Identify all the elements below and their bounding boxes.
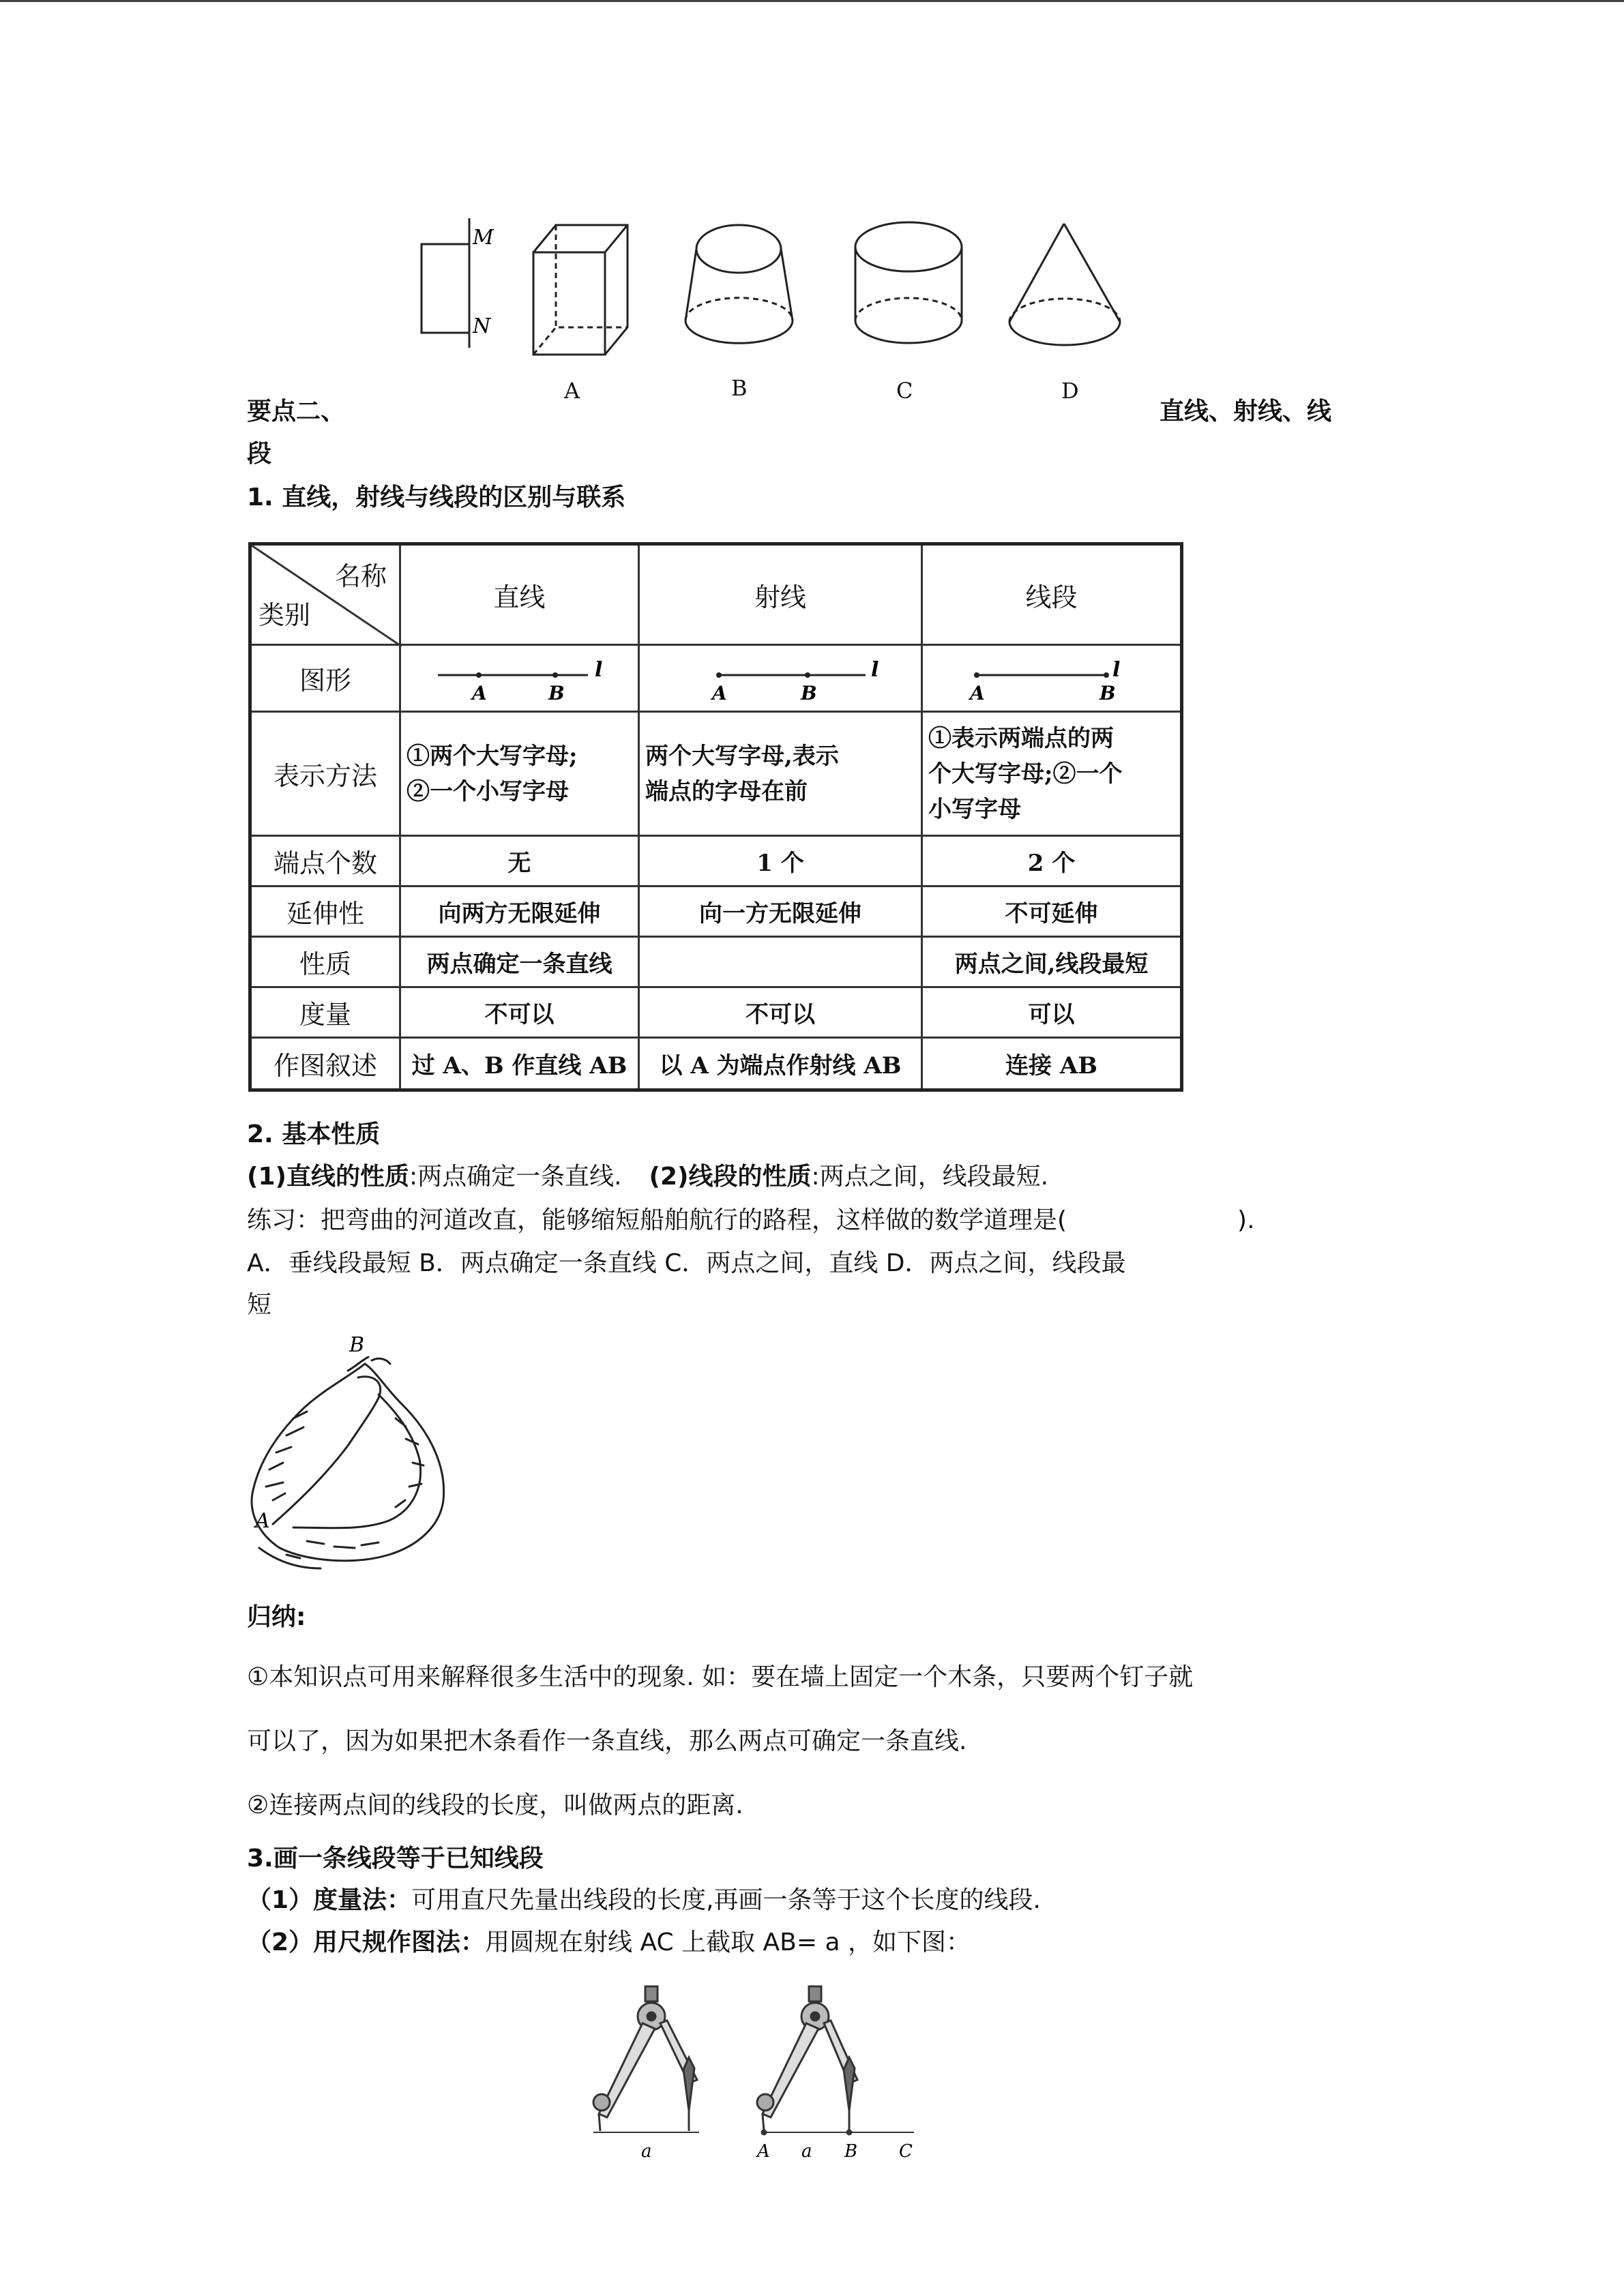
method-1: （1）度量法：可用直尺先量出线段的长度,再画一条等于这个长度的线段. xyxy=(247,1886,1041,1914)
table-category-cell: 作图叙述 xyxy=(250,1038,400,1090)
compass-label-a-length: a xyxy=(641,2141,652,2162)
heading-3: 3.画一条线段等于已知线段 xyxy=(247,1845,544,1873)
point-a-label: A xyxy=(712,681,727,704)
table-row xyxy=(250,712,1182,836)
table-cell: 两个大写字母,表示 端点的字母在前 xyxy=(639,712,922,836)
compass-label-length-a: a xyxy=(801,2141,812,2162)
table-cell: ①两个大写字母; ②一个小写字母 xyxy=(400,712,639,836)
solids-figure xyxy=(409,218,1146,409)
method-2: （2）用尺规作图法：用圆规在射线 AC 上截取 AB= a ，如下图： xyxy=(247,1928,971,1956)
point-b-label: B xyxy=(548,681,565,704)
table-cell: 以 A 为端点作射线 AB xyxy=(639,1038,922,1090)
cone-shape xyxy=(1009,224,1120,345)
table-header-row xyxy=(250,544,1182,645)
solid-label-c: C xyxy=(896,378,913,404)
comparison-table xyxy=(248,542,1183,1092)
solid-label-a: A xyxy=(564,378,580,404)
table-cell: 不可以 xyxy=(639,987,922,1038)
table-row xyxy=(250,1038,1182,1090)
table-cell: 不可延伸 xyxy=(922,886,1182,937)
river-label-a: A xyxy=(255,1509,270,1533)
table-category-cell: 端点个数 xyxy=(250,836,400,886)
table-row xyxy=(250,886,1182,937)
table-cell: 两点之间,线段最短 xyxy=(922,937,1182,987)
table-corner-cell xyxy=(250,544,400,645)
table-cell: 向一方无限延伸 xyxy=(639,886,922,937)
cylinder-shape xyxy=(855,222,962,343)
table-cell: 1 个 xyxy=(639,836,922,886)
exercise-stem: 练习：把弯曲的河道改直，能够缩短船舶航行的路程，这样做的数学道理是( ). xyxy=(247,1206,1255,1234)
table-cell: 无 xyxy=(400,836,639,886)
section-2-title-wrap: 段 xyxy=(247,440,272,468)
summary-title: 归纳: xyxy=(247,1603,306,1631)
point-a-label: A xyxy=(969,681,985,704)
exercise-options: A．垂线段最短 B．两点确定一条直线 C．两点之间，直线 D．两点之间，线段最 xyxy=(247,1249,1126,1277)
axis-label-n: N xyxy=(473,314,491,338)
frustum-shape xyxy=(685,225,793,343)
cube-shape xyxy=(533,225,628,355)
table-category-cell: 表示方法 xyxy=(250,712,400,836)
table-row xyxy=(250,987,1182,1038)
summary-line-3: ②连接两点间的线段的长度，叫做两点的距离. xyxy=(247,1791,743,1819)
table-category-cell: 延伸性 xyxy=(250,886,400,937)
compass-right xyxy=(757,1986,914,2134)
compass-left xyxy=(593,1986,699,2132)
point-a-label: A xyxy=(471,681,487,704)
table-header-cell: 线段 xyxy=(922,544,1182,645)
compass-figure xyxy=(587,1981,928,2165)
heading-2: 2. 基本性质 xyxy=(247,1120,381,1148)
table-header-cell: 射线 xyxy=(639,544,922,645)
table-row xyxy=(250,836,1182,886)
solid-label-b: B xyxy=(731,375,748,401)
corner-top-label: 名称 xyxy=(334,561,387,591)
table-row xyxy=(250,937,1182,987)
river-label-b: B xyxy=(349,1333,365,1357)
line-graph-cell xyxy=(400,645,639,712)
segment-l-label: l xyxy=(1112,657,1120,682)
compass-label-point-b: B xyxy=(844,2141,858,2162)
rectangle-shape xyxy=(422,244,469,333)
compass-label-point-a: A xyxy=(757,2141,770,2162)
ray-graph-cell xyxy=(639,645,922,712)
solid-label-d: D xyxy=(1061,378,1079,404)
table-cell: 向两方无限延伸 xyxy=(400,886,639,937)
table-cell xyxy=(639,937,922,987)
table-cell: 过 A、B 作直线 AB xyxy=(400,1038,639,1090)
table-category-cell: 图形 xyxy=(250,645,400,712)
table-row xyxy=(250,645,1182,712)
point-b-label: B xyxy=(1099,681,1116,704)
ray-l-label: l xyxy=(871,657,879,682)
section-2-title-left: 要点二、 xyxy=(247,398,346,426)
table-cell: 可以 xyxy=(922,987,1182,1038)
river-figure xyxy=(246,1330,450,1575)
compass-label-point-c: C xyxy=(899,2141,913,2162)
table-header-cell: 直线 xyxy=(400,544,639,645)
heading-1: 1. 直线，射线与线段的区别与联系 xyxy=(247,483,626,511)
segment-graph-cell xyxy=(922,645,1182,712)
point-b-label: B xyxy=(801,681,817,704)
table-cell: 连接 AB xyxy=(922,1038,1182,1090)
exercise-options-wrap: 短 xyxy=(247,1291,272,1319)
section-2-title-right: 直线、射线、线 xyxy=(1160,398,1332,426)
table-cell: ①表示两端点的两 个大写字母;②一个 小写字母 xyxy=(922,712,1182,836)
table-category-cell: 度量 xyxy=(250,987,400,1038)
properties-line: (1)直线的性质:两点确定一条直线. (2)线段的性质:两点之间，线段最短. xyxy=(247,1163,1049,1191)
corner-bottom-label: 类别 xyxy=(259,600,311,630)
axis-label-m: M xyxy=(473,226,494,250)
table-category-cell: 性质 xyxy=(250,937,400,987)
line-l-label: l xyxy=(594,657,602,682)
table-cell: 不可以 xyxy=(400,987,639,1038)
page-top-rule xyxy=(0,0,1624,2)
summary-line-2: 可以了，因为如果把木条看作一条直线，那么两点可确定一条直线. xyxy=(247,1727,967,1755)
table-cell: 2 个 xyxy=(922,836,1182,886)
table-cell: 两点确定一条直线 xyxy=(400,937,639,987)
summary-line-1: ①本知识点可用来解释很多生活中的现象. 如：要在墙上固定一个木条，只要两个钉子就 xyxy=(247,1663,1194,1691)
